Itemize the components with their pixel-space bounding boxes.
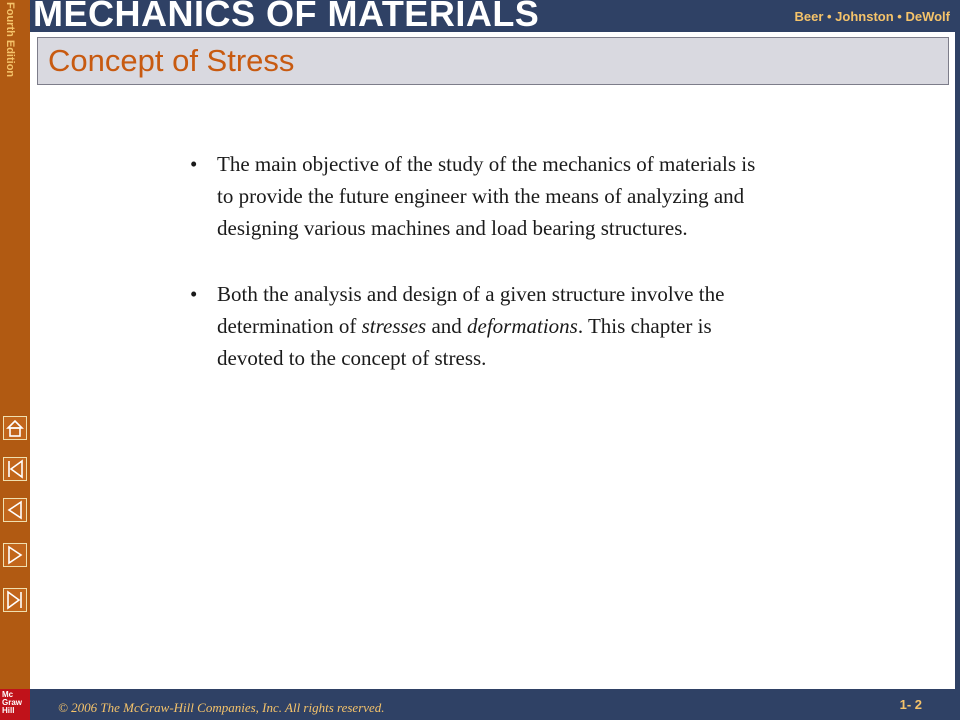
edition-label: Fourth Edition [4, 2, 16, 78]
edition-label-container [0, 0, 30, 80]
first-page-icon [4, 458, 26, 480]
bullet-text-part: and [426, 314, 468, 338]
logo-text: Mc Graw Hill [2, 690, 23, 715]
home-button[interactable] [3, 416, 27, 440]
slide-title-box [37, 37, 949, 85]
emphasis-stresses: stresses [361, 314, 427, 338]
last-page-icon [4, 589, 26, 611]
mcgraw-hill-logo [0, 689, 30, 720]
page-number: 1- 2 [899, 697, 922, 712]
copyright-notice: © 2006 The McGraw-Hill Companies, Inc. All rights reserved. [58, 700, 385, 715]
bullet-text [217, 282, 724, 370]
bullet-item [190, 148, 760, 244]
emphasis-deformations: deformations [467, 314, 578, 338]
right-border-strip [955, 32, 960, 689]
bullet-text-part: . This chapter is devoted to the concept of stress. [217, 314, 712, 370]
left-sidebar [0, 0, 30, 720]
bullet-text-part: Both the analysis and design of a given structure involve the determination of [217, 282, 725, 338]
bullet-item [190, 278, 760, 374]
bullet-marker: • [190, 152, 198, 176]
previous-page-icon [4, 499, 26, 521]
next-page-icon [4, 544, 26, 566]
home-icon [4, 417, 26, 439]
next-page-button[interactable] [3, 543, 27, 567]
slide-content [190, 148, 760, 408]
first-page-button[interactable] [3, 457, 27, 481]
slide-title: Concept of Stress [48, 43, 295, 78]
last-page-button[interactable] [3, 588, 27, 612]
previous-page-button[interactable] [3, 498, 27, 522]
authors: Beer • Johnston • DeWolf [794, 9, 950, 24]
bullet-marker: • [190, 282, 198, 306]
bullet-text: The main objective of the study of the mechanics of materials is to provide the future engineer with the means of analyzing and designing various machines and load bearing structures. [217, 152, 756, 240]
book-title: MECHANICS OF MATERIALS [33, 0, 540, 32]
